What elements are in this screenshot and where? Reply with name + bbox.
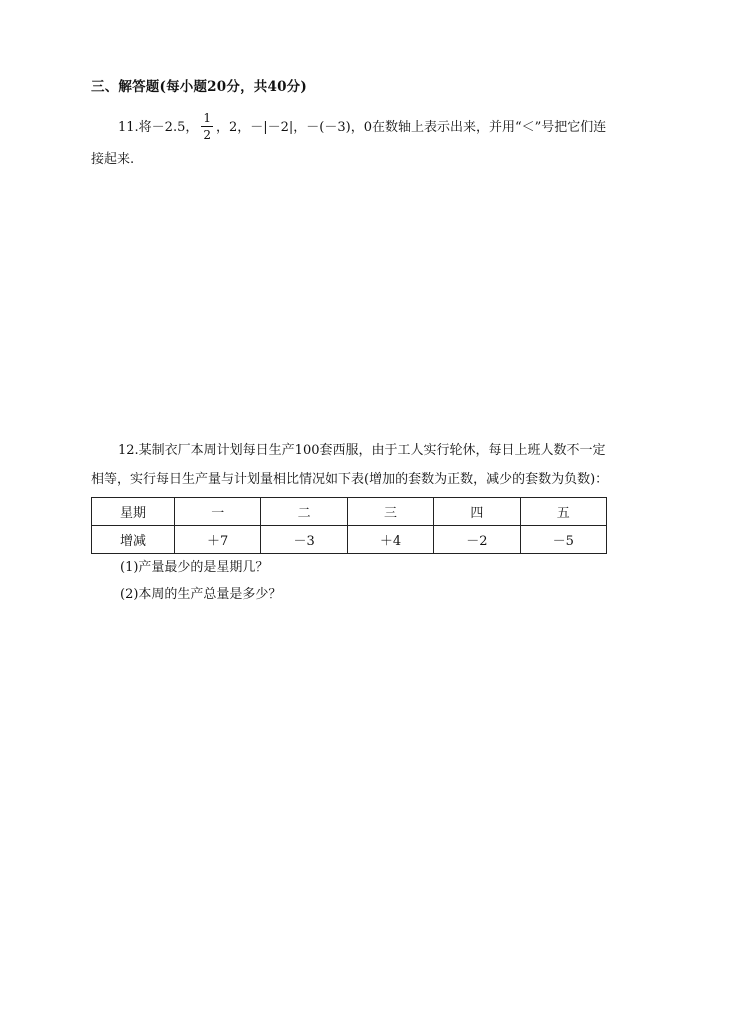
table-value-cell: －3 [261, 526, 347, 554]
question-11-suffix: ，2，－|－2|，－(－3)，0在数轴上表示出来，并用“＜”号把它们连 [216, 120, 607, 135]
table-header-label: 星期 [92, 498, 175, 526]
table-day-cell: 一 [175, 498, 261, 526]
table-day-cell: 二 [261, 498, 347, 526]
fraction-denominator: 2 [203, 128, 211, 142]
table-row-label: 增减 [92, 526, 175, 554]
table-day-cell: 四 [434, 498, 520, 526]
sub-question-1: (1)产量最少的是星期几？ [120, 560, 269, 575]
production-table [91, 497, 607, 554]
table-day-cell: 五 [520, 498, 606, 526]
table-row [92, 526, 607, 554]
question-11-line-1 [118, 113, 606, 142]
question-11-line-2: 接起来. [91, 152, 135, 167]
table-day-cell: 三 [347, 498, 433, 526]
table-header-row [92, 498, 607, 526]
table-value-cell: ＋4 [347, 526, 433, 554]
question-12-line-2: 相等，实行每日生产量与计划量相比情况如下表(增加的套数为正数，减少的套数为负数)： [91, 472, 609, 487]
question-12-line-1: 12.某制衣厂本周计划每日生产100套西服，由于工人实行轮休，每日上班人数不一定 [118, 443, 606, 458]
question-11-prefix: 11.将－2.5， [118, 120, 199, 135]
section-title: 三、解答题(每小题20分，共40分) [91, 79, 307, 95]
sub-question-2: (2)本周的生产总量是多少？ [120, 587, 282, 602]
table-value-cell: ＋7 [175, 526, 261, 554]
fraction-numerator: 1 [203, 111, 211, 125]
fraction-one-half [201, 112, 213, 141]
table-value-cell: －2 [434, 526, 520, 554]
table-value-cell: －5 [520, 526, 606, 554]
